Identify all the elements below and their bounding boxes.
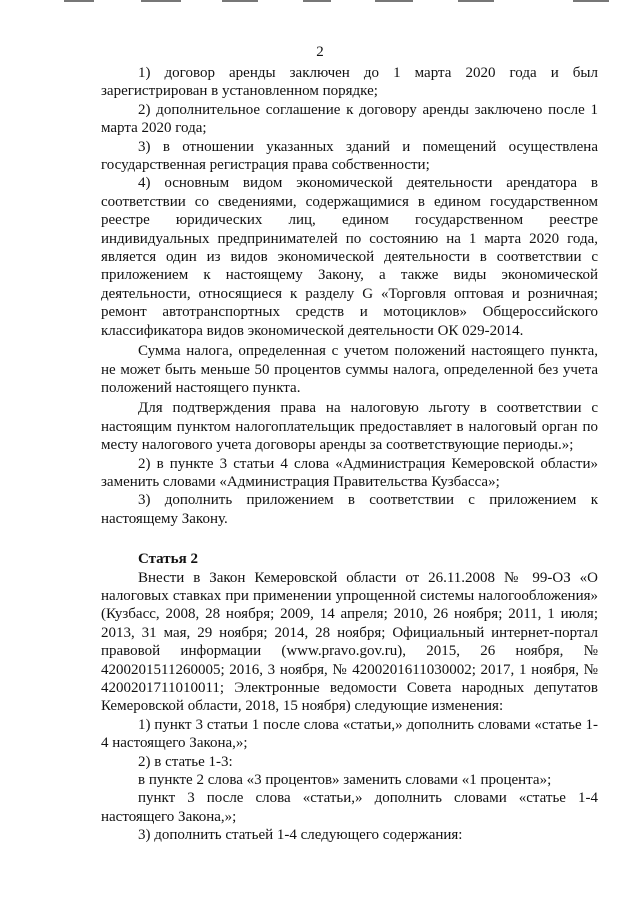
document-body: [101, 64, 598, 845]
paragraph: пункт 3 после слова «статьи,» дополнить словами «статье 1-4 настоящего Закона,»;: [101, 790, 598, 825]
paragraph: 3) в отношении указанных зданий и помещений осуществлена государственная регистрация права собственности;: [101, 138, 598, 174]
paragraph: Сумма налога, определенная с учетом положений настоящего пункта, не может быть меньше 50 процентов суммы налога, определенной без учета положений настоящего пункта.: [101, 343, 598, 396]
paragraph: 4) основным видом экономической деятельности арендатора в соответствии со сведениями, содержащимися в едином государственном реестре юридических лиц, едином государственном реестре индивидуальных предпринимателей по состоянию на 1 марта 2020 года, является один из видов экономической деятельности в соответствии с приложением к настоящему Закону, а также виды экономической деятельности, относящиеся к разделу G «Торговля оптовая и розничная; ремонт автотранспортных средств и мотоциклов» Общероссийского классификатора видов экономической деятельности ОК 029-2014.: [101, 175, 598, 339]
paragraph: 1) пункт 3 статьи 1 после слова «статьи,» дополнить словами «статье 1-4 настоящего Закона,»;: [101, 716, 598, 752]
paragraph: 2) дополнительное соглашение к договору аренды заключено после 1 марта 2020 года;: [101, 101, 598, 137]
page-number: 2: [316, 44, 324, 60]
paragraph: 1) договор аренды заключен до 1 марта 2020 года и был зарегистрирован в установленном порядке;: [101, 65, 598, 100]
paragraph: 3) дополнить статьей 1-4 следующего содержания:: [138, 827, 463, 844]
paragraph: Внести в Закон Кемеровской области от 26.11.2008 № 99-ОЗ «О налоговых ставках при применении упрощенной системы налогообложения» (Кузбасс, 2008, 28 ноября; 2009, 14 апреля; 2010, 26 ноября; 2011, 1 июля; 2013, 31 мая, 29 ноября; 2014, 28 ноября; Официальный интернет-портал правовой информации (www.pravo.gov.ru), 2015, 26 ноября, № 4200201511260005; 2016, 3 ноября, № 4200201611030002; 2017, 1 ноября, № 4200201711010011; Электронные ведомости Совета народных депутатов Кемеровской области, 2018, 15 ноября) следующие изменения:: [101, 569, 598, 715]
article-heading: Статья 2: [138, 551, 198, 568]
paragraph: 2) в пункте 3 статьи 4 слова «Администрация Кемеровской области» заменить словами «Администрация Правительства Кузбасса»;: [101, 455, 598, 490]
scan-top-edge-marks: [0, 0, 640, 4]
paragraph: 2) в статье 1-3:: [138, 753, 233, 770]
paragraph: 3) дополнить приложением в соответствии с приложением к настоящему Закону.: [101, 492, 598, 527]
paragraph: в пункте 2 слова «3 процентов» заменить словами «1 процента»;: [138, 772, 552, 789]
paragraph: Для подтверждения права на налоговую льготу в соответствии с настоящим пунктом налогоплательщик предоставляет в налоговый орган по месту налогового учета договоры аренды за соответствующие периоды.»;: [101, 400, 598, 454]
